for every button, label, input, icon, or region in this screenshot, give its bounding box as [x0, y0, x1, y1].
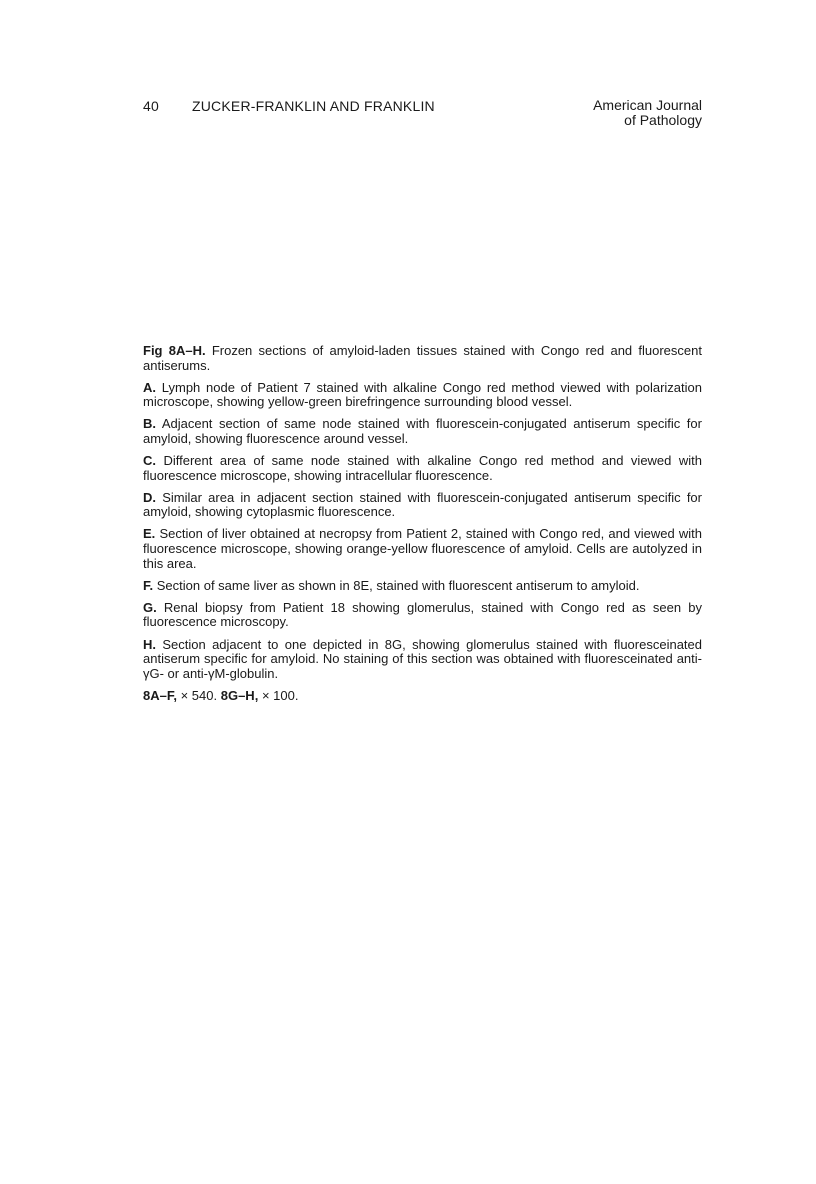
page-number: 40 [143, 98, 159, 114]
caption-item-label: H. [143, 636, 156, 652]
magnification-value-2: × 100. [261, 687, 299, 703]
page-header [143, 98, 702, 132]
caption-item-text: Section of liver obtained at necropsy from Patient 2, stained with Congo red, and viewed with fluorescence microscope, showing orange-yellow fluorescence of amyloid. Cells are autolyzed in this area. [143, 526, 702, 571]
caption-item-label: E. [143, 526, 156, 542]
magnification-label-1: 8A–F, [143, 687, 177, 703]
caption-item-text: Section of same liver as shown in 8E, stained with fluorescent antiserum to amyloid. [156, 577, 640, 593]
caption-item-text: Different area of same node stained with alkaline Congo red method and viewed with fluorescence microscope, showing intracellular fluorescence. [143, 453, 702, 483]
caption-item-f [143, 579, 702, 594]
caption-title [143, 344, 702, 373]
journal-name-line2: of Pathology [624, 112, 702, 128]
caption-title-lead: Fig 8A–H. [143, 343, 206, 358]
magnification-line [143, 689, 702, 704]
caption-item-d [143, 491, 702, 520]
figure-caption [143, 344, 702, 711]
caption-item-label: G. [143, 599, 157, 615]
caption-item-text: Adjacent section of same node stained with fluorescein-conjugated antiserum specific for amyloid, showing fluorescence around vessel. [143, 416, 702, 446]
caption-item-text: Lymph node of Patient 7 stained with alkaline Congo red method viewed with polarization microscope, showing yellow-green birefringence surrounding blood vessel. [143, 379, 702, 410]
caption-item-label: D. [143, 489, 156, 505]
caption-item-e [143, 527, 702, 571]
caption-item-label: A. [143, 379, 156, 395]
magnification-value-1: × 540. [180, 687, 218, 703]
caption-item-b [143, 417, 702, 446]
caption-item-g [143, 601, 702, 630]
caption-item-label: B. [143, 416, 156, 432]
caption-item-text: Renal biopsy from Patient 18 showing glomerulus, stained with Congo red as seen by fluorescence microscopy. [143, 599, 702, 630]
magnification-label-2: 8G–H, [220, 687, 259, 703]
caption-item-text: Section adjacent to one depicted in 8G, showing glomerulus stained with fluoresceinated antiserum specific for amyloid. No staining of this section was obtained with fluoresceinated anti-γG- or anti-γM-globulin. [143, 636, 702, 681]
caption-item-label: F. [143, 577, 154, 593]
caption-title-text: Frozen sections of amyloid-laden tissues stained with Congo red and fluorescent antiserums. [143, 343, 702, 373]
caption-item-text: Similar area in adjacent section stained with fluorescein-conjugated antiserum specific for amyloid, showing cytoplasmic fluorescence. [143, 489, 702, 520]
journal-name-line1: American Journal [593, 97, 702, 113]
caption-item-c [143, 454, 702, 483]
journal-name [593, 98, 702, 128]
caption-item-label: C. [143, 453, 156, 469]
caption-item-a [143, 381, 702, 410]
running-head: ZUCKER-FRANKLIN AND FRANKLIN [192, 98, 435, 114]
caption-item-h [143, 638, 702, 682]
